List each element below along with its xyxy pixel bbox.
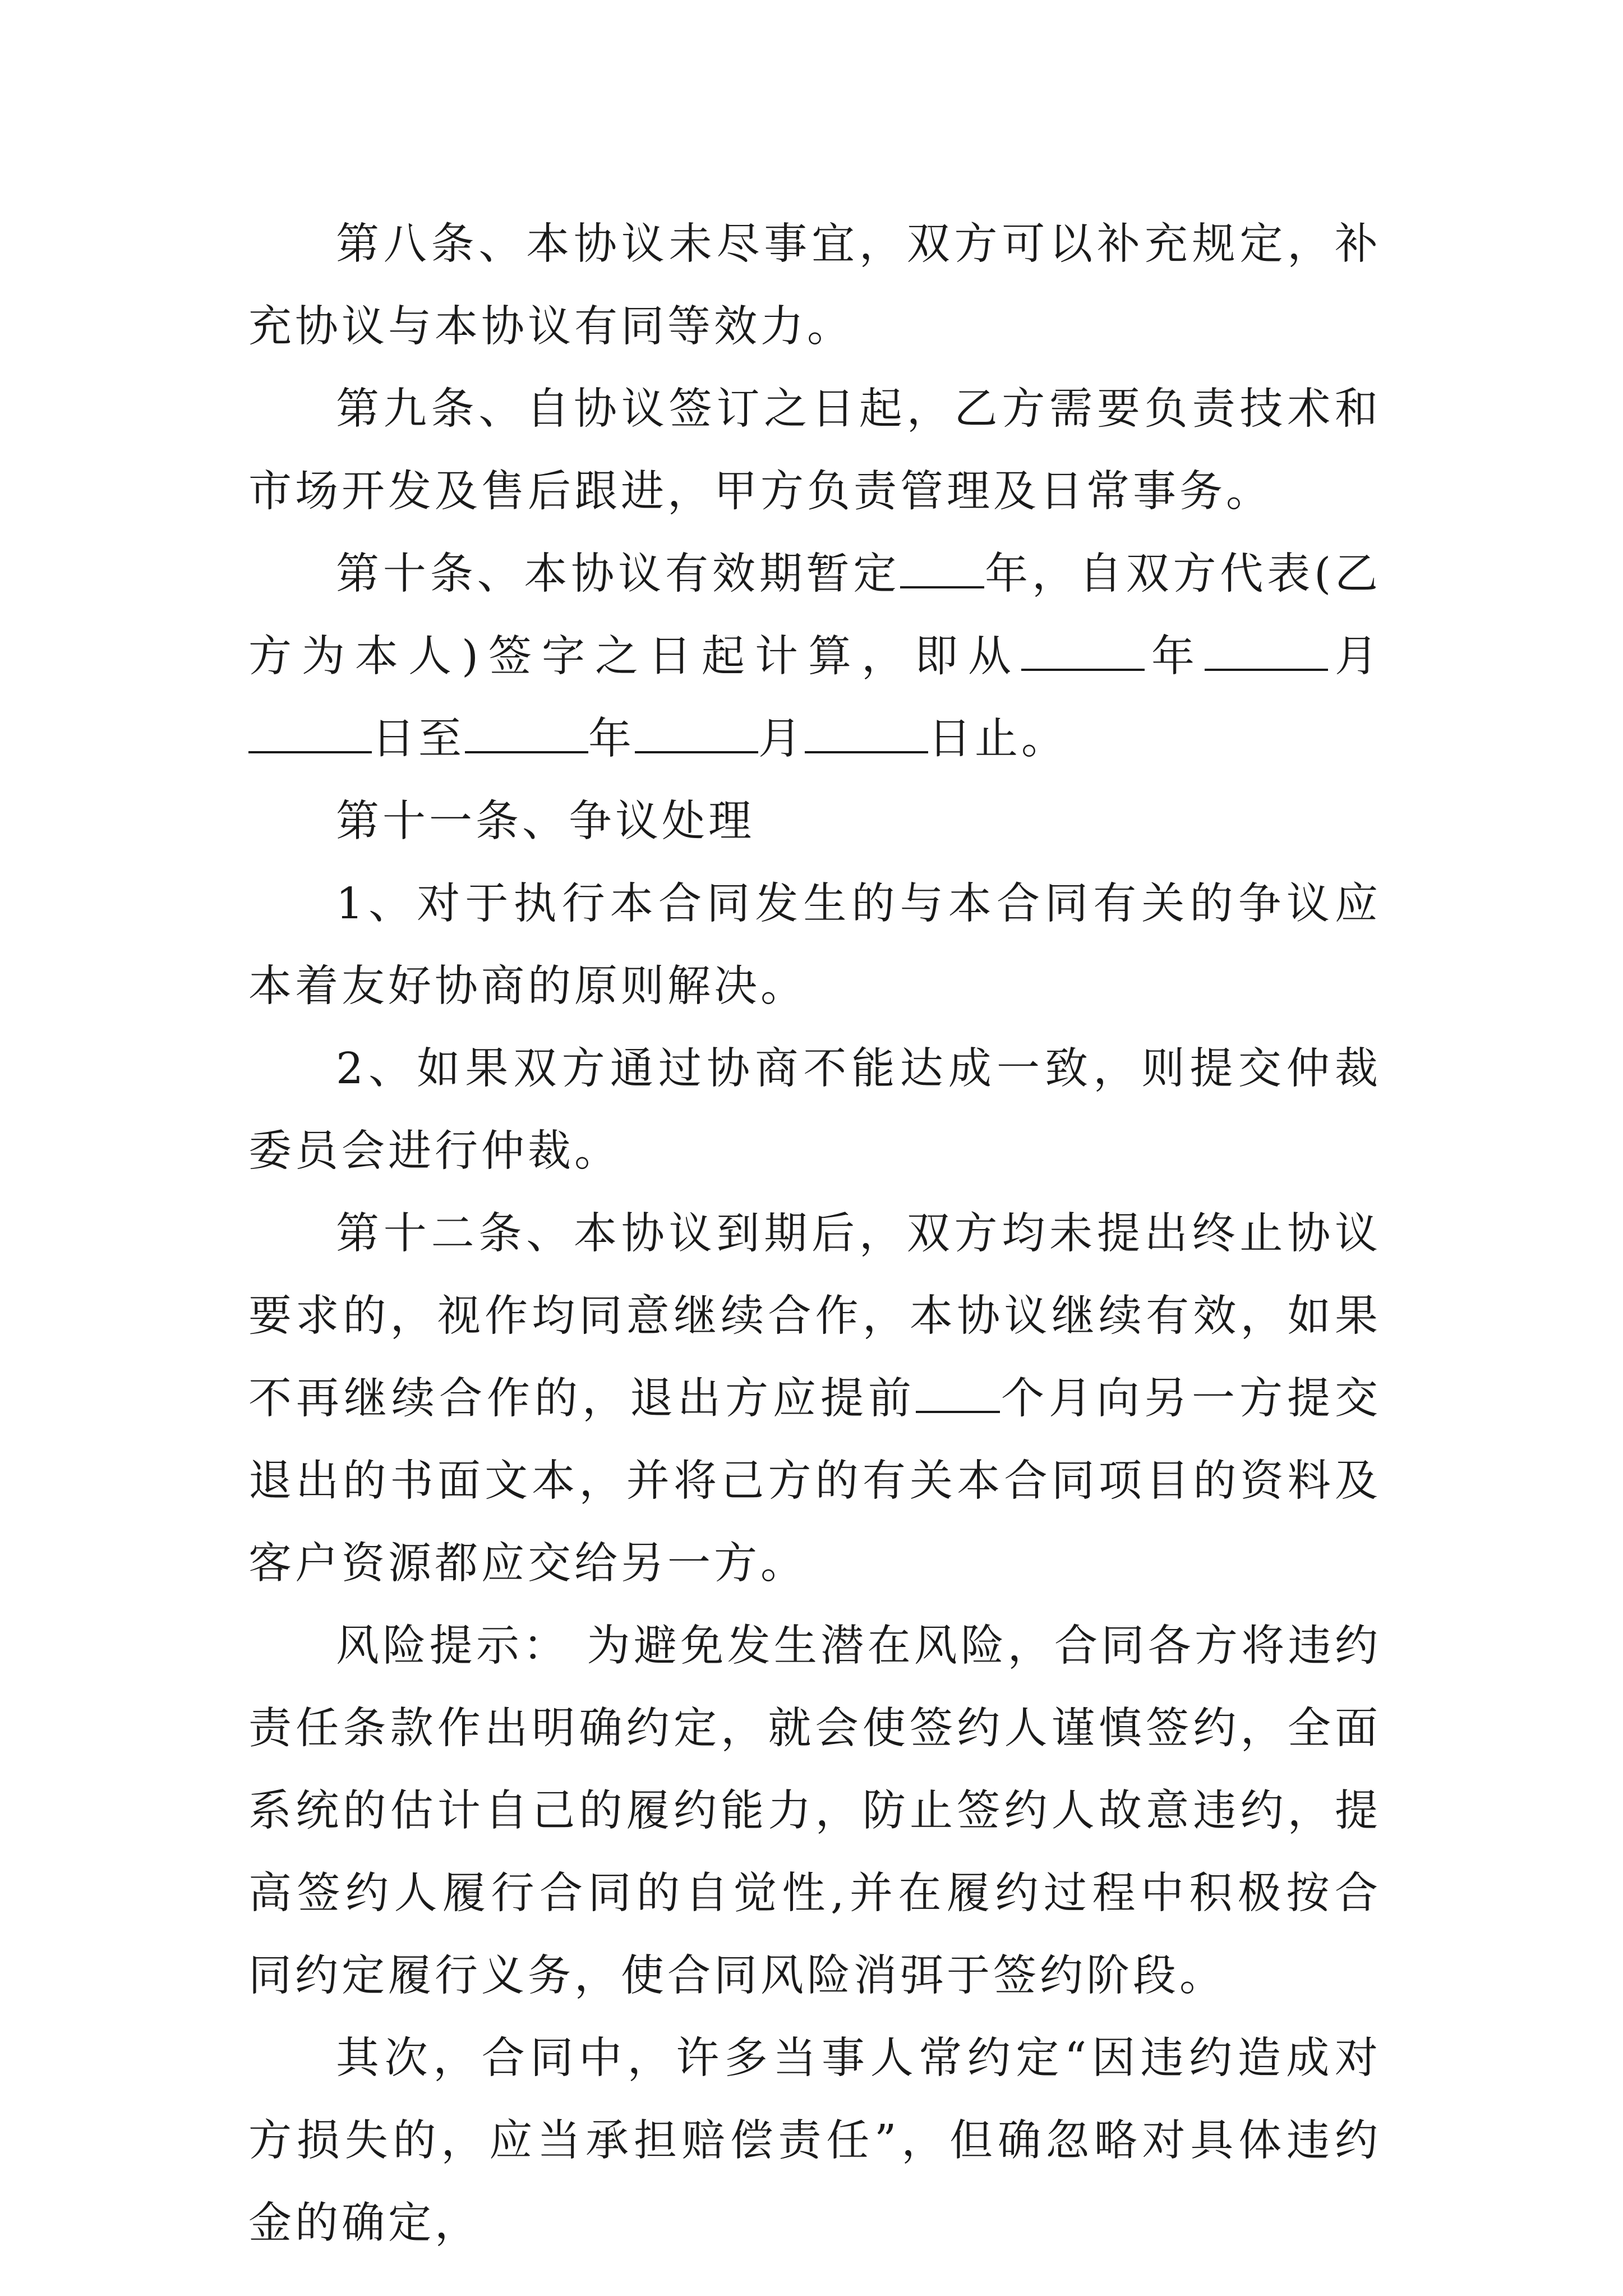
article-10-paragraph [248, 533, 1381, 780]
end-day-blank [805, 717, 928, 753]
article-10-text-b: 年，自双方代表(乙方为本人)签字之日起计算，即从 [248, 549, 1381, 682]
article-12-text-a: 第十二条、本协议到期后，双方均未提出终止协议要求的，视作均同意继续合作，本协议继续有效，如果不再继续合作的，退出方应提前 [248, 1209, 1381, 1424]
next-paragraph-text: 其次，合同中，许多当事人常约定“因违约造成对方损失的，应当承担赔偿责任”，但确忽略对具体违约金的确定， [248, 2033, 1381, 2248]
article-11-heading [248, 780, 1381, 863]
risk-notice-paragraph [248, 1605, 1381, 2017]
article-11-item-1 [248, 863, 1381, 1028]
article-10-text-a: 第十条、本协议有效期暂定 [336, 549, 901, 599]
article-9-text: 第九条、自协议签订之日起，乙方需要负责技术和市场开发及售后跟进，甲方负责管理及日常事务。 [248, 384, 1381, 517]
end-year-blank [465, 717, 588, 753]
next-paragraph [248, 2017, 1381, 2265]
article-10-text-e: 日至 [372, 714, 465, 764]
article-11-item-1-text: 1、对于执行本合同发生的与本合同有关的争议应本着友好协商的原则解决。 [248, 879, 1381, 1011]
end-month-blank [635, 717, 758, 753]
risk-notice-text: 风险提示： 为避免发生潜在风险，合同各方将违约责任条款作出明确约定，就会使签约人谨慎签约，全面系统的估计自己的履约能力，防止签约人故意违约，提高签约人履行合同的自觉性,并在履约过程中积极按合同约定履行义务，使合同风险消弭于签约阶段。 [248, 1621, 1381, 2001]
article-8-text: 第八条、本协议未尽事宜，双方可以补充规定，补充协议与本协议有同等效力。 [248, 219, 1381, 352]
article-11-item-2-text: 2、如果双方通过协商不能达成一致，则提交仲裁委员会进行仲裁。 [248, 1044, 1381, 1176]
start-month-blank [1205, 635, 1328, 671]
article-11-item-2 [248, 1028, 1381, 1193]
article-10-text-c: 年 [1145, 632, 1205, 682]
article-12-paragraph [248, 1193, 1381, 1605]
article-10-text-h: 日止。 [928, 714, 1068, 764]
article-10-text-d: 月 [1328, 632, 1382, 682]
article-11-text: 第十一条、争议处理 [336, 797, 755, 846]
start-year-blank [1021, 635, 1145, 671]
start-day-blank [248, 717, 372, 753]
article-10-text-f: 年 [588, 714, 635, 764]
notice-months-blank [916, 1377, 1000, 1413]
term-years-blank [900, 553, 984, 588]
article-12-text-b: 个月向另一方提交退出的书面文本，并将己方的有关本合同项目的资料及客户资源都应交给另一方。 [248, 1374, 1381, 1589]
document-body [248, 203, 1381, 2265]
article-9-paragraph [248, 368, 1381, 533]
article-10-text-g: 月 [758, 714, 805, 764]
article-8-paragraph [248, 203, 1381, 368]
